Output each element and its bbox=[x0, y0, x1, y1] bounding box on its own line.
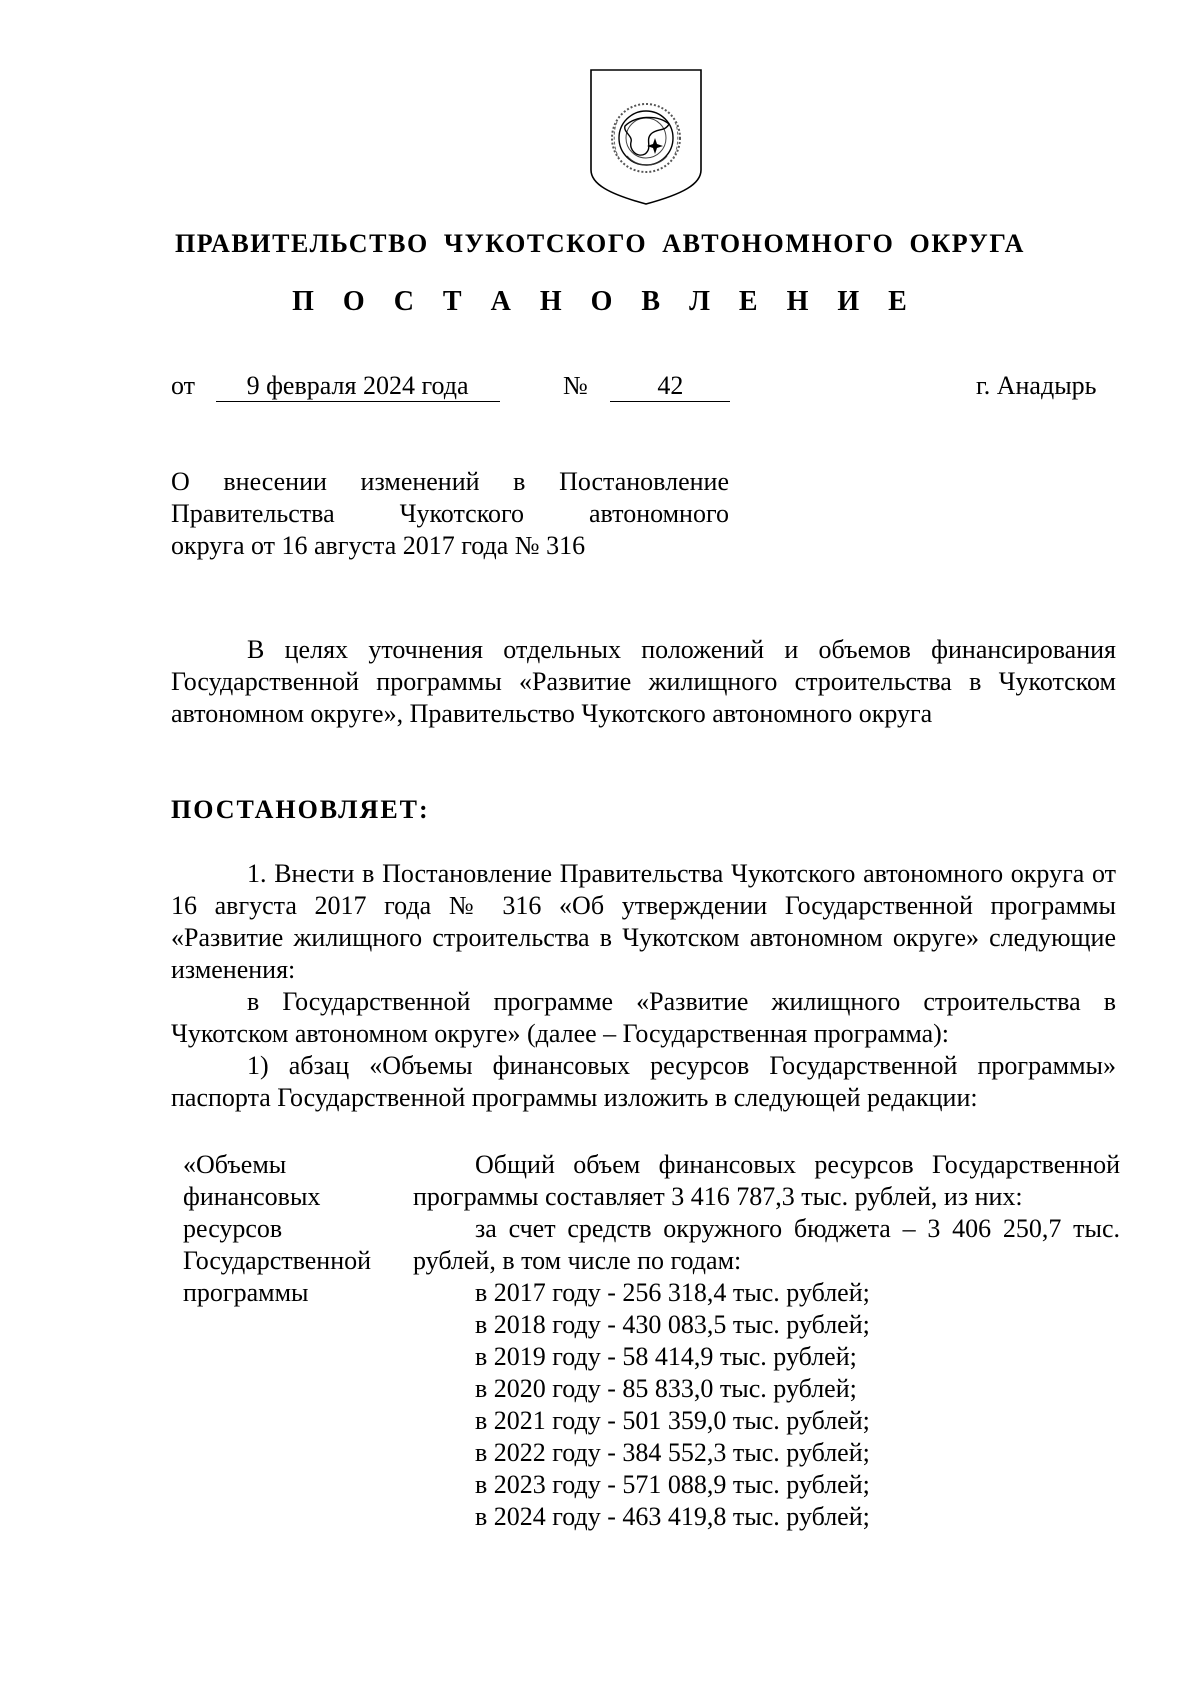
document-type-title: П О С Т А Н О В Л Е Н И Е bbox=[292, 286, 918, 317]
date-field bbox=[171, 370, 500, 402]
label-line: ресурсов bbox=[183, 1214, 283, 1243]
number-field bbox=[563, 370, 730, 402]
subject-line: О внесении изменений в Постановление bbox=[171, 467, 729, 496]
year-item: в 2019 году - 58 414,9 тыс. рублей; bbox=[475, 1342, 857, 1371]
label-line: Государственной bbox=[183, 1246, 372, 1275]
number-prefix: № bbox=[563, 371, 588, 400]
coat-of-arms-icon bbox=[587, 66, 705, 208]
year-item: в 2018 году - 430 083,5 тыс. рублей; bbox=[475, 1310, 870, 1339]
place: г. Анадырь bbox=[976, 371, 1097, 400]
year-item: в 2020 году - 85 833,0 тыс. рублей; bbox=[475, 1374, 857, 1403]
yearly-financing-list bbox=[413, 1277, 1120, 1533]
regional-budget: за счет средств окружного бюджета – 3 406 250,7 тыс. рублей, в том числе по годам: bbox=[413, 1214, 1120, 1275]
passport-row-value bbox=[413, 1149, 1120, 1533]
item-1-subparagraph: в Государственной программе «Развитие жилищного строительства в Чукотском автономном округе» (далее – Государственная программа): bbox=[171, 987, 1116, 1048]
year-item: в 2024 году - 463 419,8 тыс. рублей; bbox=[475, 1502, 870, 1531]
subject-line: Правительства Чукотского автономного bbox=[171, 499, 729, 528]
item-1-1: 1) абзац «Объемы финансовых ресурсов Государственной программы» паспорта Государственной программы изложить в следующей редакции: bbox=[171, 1051, 1116, 1112]
subject-line: округа от 16 августа 2017 года № 316 bbox=[171, 531, 586, 560]
organization-title: ПРАВИТЕЛЬСТВО ЧУКОТСКОГО АВТОНОМНОГО ОКРУГА bbox=[174, 229, 1026, 258]
year-item: в 2023 году - 571 088,9 тыс. рублей; bbox=[475, 1470, 870, 1499]
preamble-text: В целях уточнения отдельных положений и объемов финансирования Государственной программы «Развитие жилищного строительства в Чукотском автономном округе», Правительство Чукотского автономного округа bbox=[171, 635, 1116, 728]
preamble bbox=[171, 634, 1116, 730]
year-item: в 2017 году - 256 318,4 тыс. рублей; bbox=[475, 1278, 870, 1307]
item-1: 1. Внести в Постановление Правительства Чукотского автономного округа от 16 августа 2017 года № 316 «Об утверждении Государственной программы «Развитие жилищного строительства в Чукотском автономном округе» следующие изменения: bbox=[171, 859, 1116, 984]
label-line: «Объемы bbox=[183, 1150, 287, 1179]
date-prefix: от bbox=[171, 371, 196, 400]
passport-row-label bbox=[183, 1149, 398, 1309]
label-line: программы bbox=[183, 1278, 309, 1307]
number-value: 42 bbox=[610, 371, 730, 402]
label-line: финансовых bbox=[183, 1182, 321, 1211]
total-financing: Общий объем финансовых ресурсов Государственной программы составляет 3 416 787,3 тыс. рублей, из них: bbox=[413, 1150, 1120, 1211]
document-subject bbox=[171, 466, 729, 562]
year-item: в 2021 году - 501 359,0 тыс. рублей; bbox=[475, 1406, 870, 1435]
date-value: 9 февраля 2024 года bbox=[216, 371, 500, 402]
resolves-heading: ПОСТАНОВЛЯЕТ: bbox=[171, 795, 430, 824]
resolution-items bbox=[171, 858, 1116, 1114]
year-item: в 2022 году - 384 552,3 тыс. рублей; bbox=[475, 1438, 870, 1467]
